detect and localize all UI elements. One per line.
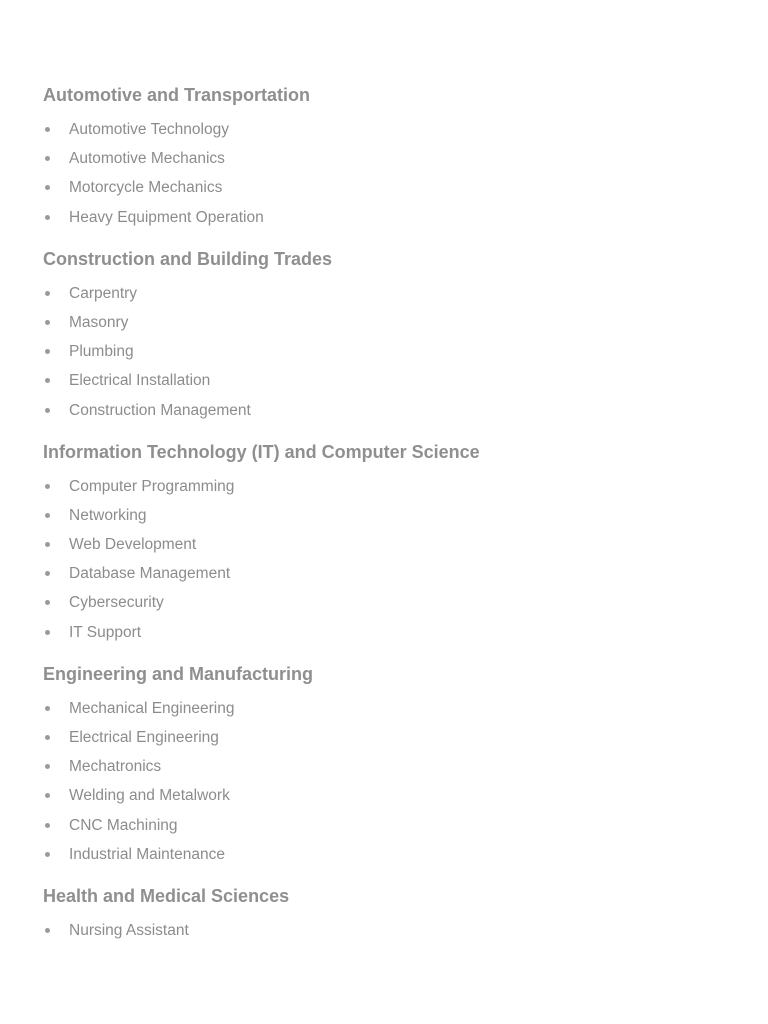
section-construction-building-trades <box>43 247 768 431</box>
list-item-label: CNC Machining <box>69 816 178 834</box>
list-item <box>43 846 768 875</box>
bullet-icon <box>45 408 50 413</box>
bullet-icon <box>45 378 50 383</box>
list-item-label: Masonry <box>69 313 129 331</box>
bullet-icon <box>45 215 50 220</box>
bullet-icon <box>45 291 50 296</box>
list-item-label: Computer Programming <box>69 477 235 495</box>
list-item <box>43 507 768 536</box>
list-item-label: Electrical Installation <box>69 372 211 390</box>
list-item <box>43 343 768 372</box>
bullet-icon <box>45 127 50 132</box>
bullet-icon <box>45 928 50 933</box>
section-engineering-manufacturing <box>43 662 768 875</box>
section-title: Information Technology (IT) and Computer Science <box>43 441 480 462</box>
section-title: Health and Medical Sciences <box>43 885 290 906</box>
bullet-icon <box>45 630 50 635</box>
bullet-icon <box>45 735 50 740</box>
item-list <box>43 121 768 238</box>
list-item-label: Construction Management <box>69 401 251 419</box>
bullet-icon <box>45 793 50 798</box>
list-item-label: Welding and Metalwork <box>69 787 230 805</box>
bullet-icon <box>45 764 50 769</box>
list-item <box>43 594 768 623</box>
list-item <box>43 179 768 208</box>
list-item <box>43 817 768 846</box>
list-item-label: Automotive Mechanics <box>69 150 225 168</box>
list-item <box>43 150 768 179</box>
list-item <box>43 700 768 729</box>
bullet-icon <box>45 542 50 547</box>
list-item-label: Cybersecurity <box>69 594 164 612</box>
list-item <box>43 209 768 238</box>
list-item-label: Carpentry <box>69 284 138 302</box>
list-item-label: Heavy Equipment Operation <box>69 208 264 226</box>
bullet-icon <box>45 185 50 190</box>
list-item-label: Mechanical Engineering <box>69 699 235 717</box>
item-list <box>43 285 768 431</box>
bullet-icon <box>45 823 50 828</box>
list-item <box>43 536 768 565</box>
list-item <box>43 922 768 951</box>
list-item <box>43 478 768 507</box>
list-item <box>43 285 768 314</box>
bullet-icon <box>45 320 50 325</box>
list-item-label: Networking <box>69 506 147 524</box>
bullet-icon <box>45 156 50 161</box>
list-item <box>43 787 768 816</box>
item-list <box>43 700 768 875</box>
list-item-label: Plumbing <box>69 343 134 361</box>
section-title: Construction and Building Trades <box>43 248 333 269</box>
list-item <box>43 624 768 653</box>
list-item-label: Nursing Assistant <box>69 921 189 939</box>
section-automotive-transportation <box>43 83 768 238</box>
list-item <box>43 372 768 401</box>
bullet-icon <box>45 571 50 576</box>
list-item-label: Mechatronics <box>69 758 162 776</box>
list-item <box>43 314 768 343</box>
section-title: Engineering and Manufacturing <box>43 663 314 684</box>
list-item-label: IT Support <box>69 623 142 641</box>
section-health-medical-sciences <box>43 884 768 951</box>
section-it-computer-science <box>43 440 768 653</box>
list-item <box>43 121 768 150</box>
bullet-icon <box>45 600 50 605</box>
list-item-label: Automotive Technology <box>69 121 229 138</box>
list-item-label: Database Management <box>69 565 231 583</box>
list-item <box>43 729 768 758</box>
bullet-icon <box>45 484 50 489</box>
list-item <box>43 565 768 594</box>
list-item-label: Motorcycle Mechanics <box>69 179 223 197</box>
list-item <box>43 402 768 431</box>
section-title: Automotive and Transportation <box>43 85 311 105</box>
bullet-icon <box>45 706 50 711</box>
list-item-label: Industrial Maintenance <box>69 845 225 863</box>
list-item-label: Electrical Engineering <box>69 729 219 746</box>
bullet-icon <box>45 349 50 354</box>
item-list <box>43 922 768 951</box>
list-item-label: Web Development <box>69 536 197 554</box>
item-list <box>43 478 768 653</box>
bullet-icon <box>45 852 50 857</box>
list-item <box>43 758 768 787</box>
bullet-icon <box>45 513 50 518</box>
